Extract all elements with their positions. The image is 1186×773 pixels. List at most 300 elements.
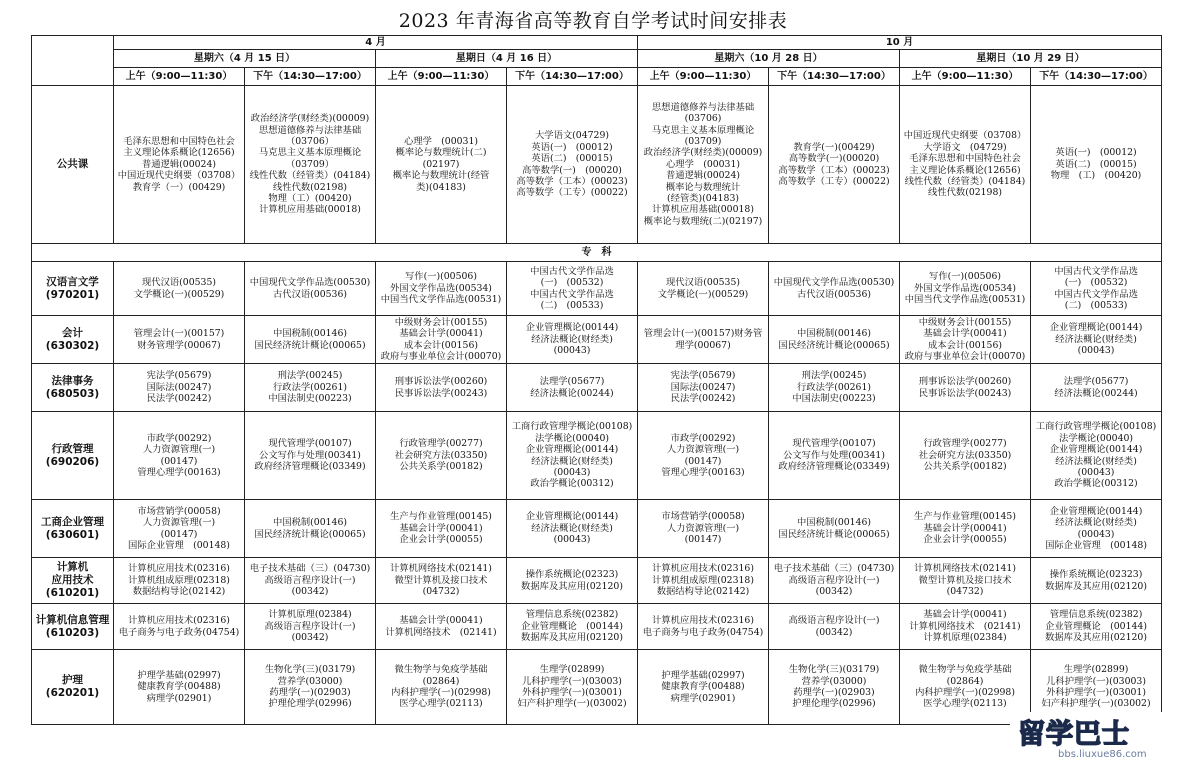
course-line: (00043) <box>1077 466 1115 478</box>
course-line: 市场营销学(00058) <box>661 511 745 523</box>
course-line: 护理学基础(02997) <box>661 669 745 681</box>
course-line: 企业会计学(00055) <box>923 534 1007 546</box>
course-line: 企业管理概论(00144) <box>1049 505 1143 517</box>
exam-cell <box>1031 262 1162 316</box>
course-line: 线性代数(02198) <box>928 187 1003 199</box>
course-line: (04732) <box>422 586 460 598</box>
course-line: 行政法学(00261) <box>797 381 872 393</box>
course-line: 人力资源管理(一) <box>142 444 216 456</box>
session-header: 上午（9:00—11:30） <box>900 68 1031 86</box>
section-label: 专 科 <box>32 244 1162 262</box>
course-line: 概率论与数理统计(经管 <box>392 170 490 182</box>
course-line: 中国当代文学作品选(00531) <box>904 294 1026 306</box>
course-line: 成本会计(00156) <box>928 339 1003 351</box>
course-line: 线性代数(02198) <box>272 181 348 193</box>
course-line: 政治经济学(财经类)(00009) <box>643 147 763 159</box>
subject-row <box>32 558 1162 604</box>
course-line: 宪法学(05679) <box>670 370 736 382</box>
course-line: 微生物学与免疫学基础 <box>918 664 1012 676</box>
exam-cell <box>638 604 769 650</box>
course-line: (680503) <box>45 387 100 400</box>
subject-row <box>32 364 1162 412</box>
exam-cell <box>900 364 1031 412</box>
course-line: 经济法概论(00244) <box>530 387 614 399</box>
course-line: 计算机组成原理(02318) <box>652 574 754 586</box>
course-line: 高等数学（工专）(00022) <box>516 187 628 199</box>
subject-row <box>32 316 1162 364</box>
course-line: 政府与事业单位会计(00070) <box>904 350 1026 362</box>
exam-cell <box>507 412 638 500</box>
course-line: 政府经济管理概论(03349) <box>778 461 890 473</box>
course-line: 数据库及其应用(02120) <box>521 632 623 644</box>
course-line: 工商企业管理 <box>41 515 104 528</box>
exam-cell <box>900 316 1031 364</box>
course-line: 市政学(00292) <box>146 432 212 444</box>
subject-row <box>32 86 1162 244</box>
exam-cell <box>376 604 507 650</box>
course-line: 国民经济统计概论(00065) <box>778 339 890 351</box>
course-line: (二) (00533) <box>540 299 604 311</box>
course-line: 计算机信息管理 <box>35 613 110 626</box>
course-line: 中国近现代史纲要（03708） <box>117 170 241 182</box>
course-line: 生物化学(三)(03179) <box>788 664 880 676</box>
course-line: (一) (00532) <box>1064 277 1128 289</box>
course-line: 刑事诉讼法学(00260) <box>918 376 1012 388</box>
course-line: 马克思主义基本原理概论 <box>258 147 362 159</box>
course-line: 古代汉语(00536) <box>272 288 348 300</box>
course-line: 妇产科护理学(一)(03002) <box>517 698 627 710</box>
course-line: 社会研究方法(03350) <box>394 449 488 461</box>
course-line: (970201) <box>45 288 100 301</box>
course-line: 操作系统概论(02323) <box>1049 569 1143 581</box>
course-line: 中级财务会计(00155) <box>918 316 1012 328</box>
course-line: 电子技术基础（三）(04730) <box>773 563 895 575</box>
course-line: 普通逻辑(00024) <box>666 170 741 182</box>
exam-cell <box>245 558 376 604</box>
course-line: 生产与作业管理(00145) <box>390 511 492 523</box>
course-line: 计算机应用技术(02316) <box>128 615 230 627</box>
course-line: 电子商务与电子政务(04754) <box>642 626 764 638</box>
exam-cell <box>638 500 769 558</box>
course-line: 英语(一) (00012) <box>531 141 613 153</box>
course-line: 国际法(00247) <box>670 381 736 393</box>
course-line: 企业管理概论 (00144) <box>521 620 623 632</box>
course-line: 计算机组成原理(02318) <box>128 574 230 586</box>
course-line: 企业会计学(00055) <box>399 534 483 546</box>
exam-cell <box>769 364 900 412</box>
course-line: 马克思主义基本原理概论 <box>651 124 755 136</box>
course-line: (00043) <box>1077 528 1115 540</box>
exam-cell <box>114 604 245 650</box>
course-line: 写作(一)(00506) <box>929 271 1001 283</box>
course-line: (经管类)(04183) <box>667 193 739 205</box>
course-line: (690206) <box>45 455 100 468</box>
course-line: 中国当代文学作品选(00531) <box>380 294 502 306</box>
watermark-url: bbs.liuxue86.com <box>1058 749 1147 760</box>
course-line: 内科护理学(一)(02998) <box>915 687 1015 698</box>
course-line: 大学语文(04729) <box>534 130 610 142</box>
course-line: 工商行政管理学概论(00108) <box>1035 421 1157 433</box>
course-line: 工商行政管理学概论(00108) <box>511 421 633 433</box>
exam-cell <box>245 604 376 650</box>
course-line: 企业管理概论 (00144) <box>1045 620 1147 632</box>
course-line: 营养学(03000) <box>277 675 343 687</box>
course-line: 普通逻辑(00024) <box>141 158 217 170</box>
course-line: 现代汉语(00535) <box>141 277 217 289</box>
course-line: 公文写作与处理(00341) <box>259 449 361 461</box>
exam-cell <box>507 500 638 558</box>
exam-cell <box>638 86 769 244</box>
course-line: 经济法概论(00244) <box>1054 387 1138 399</box>
subject-row <box>32 500 1162 558</box>
course-line: 政府与事业单位会计(00070) <box>380 350 502 362</box>
course-line: 计算机应用技术(02316) <box>652 615 754 627</box>
course-line: (02864) <box>422 675 460 687</box>
exam-cell <box>114 558 245 604</box>
exam-cell <box>114 316 245 364</box>
section-divider-row <box>32 244 1162 262</box>
exam-cell <box>376 650 507 725</box>
course-line: 基础会计学(00041) <box>399 328 483 340</box>
course-line: 主义理论体系概论(12656) <box>909 164 1021 176</box>
subject-row <box>32 262 1162 316</box>
course-line: 刑法学(00245) <box>277 370 343 382</box>
exam-cell <box>900 500 1031 558</box>
course-line: 大学语文 (04729) <box>923 141 1007 153</box>
course-line: 企业管理概论(00144) <box>525 322 619 334</box>
course-line: 操作系统概论(02323) <box>525 569 619 581</box>
course-line: 中国现代文学作品选(00530) <box>249 277 371 289</box>
course-line: 生理学(02899) <box>539 664 605 676</box>
course-line: 国民经济统计概论(00065) <box>254 339 366 351</box>
course-line: 心理学 (00031) <box>403 135 479 147</box>
exam-cell <box>376 364 507 412</box>
course-line: 企业管理概论(00144) <box>525 444 619 456</box>
course-line: 线性代数（经管类）(04184) <box>904 175 1026 187</box>
course-line: 主义理论体系概论(12656) <box>123 147 235 159</box>
course-line: 微型计算机及接口技术 <box>394 574 488 586</box>
course-line: (620201) <box>45 687 100 699</box>
course-line: (00342) <box>815 626 853 638</box>
course-line: 市政学(00292) <box>670 432 736 444</box>
course-line: 高级语言程序设计(一) <box>788 615 880 627</box>
course-line: 刑法学(00245) <box>801 370 867 382</box>
course-line: 概率论与数理统(二)(02197) <box>643 215 763 227</box>
course-line: 英语(一) (00012) <box>1055 147 1137 159</box>
subject-name-cell <box>32 604 114 650</box>
course-line: 国际企业管理 (00148) <box>1045 539 1147 551</box>
course-line: 英语(二) (00015) <box>1055 158 1137 170</box>
course-line: 教育学（一）(00429) <box>132 181 226 193</box>
course-line: 数据结构导论(02142) <box>132 586 226 598</box>
subject-name-cell <box>32 412 114 500</box>
course-line: 政治经济学(财经类)(00009) <box>250 113 370 125</box>
course-line: 概率论与数理统计 <box>665 181 741 193</box>
course-line: 中国税制(00146) <box>797 328 872 340</box>
course-line: 思想道德修养与法律基础 <box>651 101 755 113</box>
course-line: 高级语言程序设计(一) <box>264 620 356 632</box>
subject-name-cell <box>32 558 114 604</box>
course-line: 行政管理 <box>51 442 94 455</box>
course-line: 外国文学作品选(00534) <box>914 282 1016 294</box>
course-line: 电子商务与电子政务(04754) <box>118 626 240 638</box>
course-line: 医学心理学(02113) <box>399 698 483 710</box>
exam-cell <box>376 558 507 604</box>
course-line: (00342) <box>291 632 329 644</box>
exam-cell <box>376 86 507 244</box>
course-line: (04732) <box>946 586 984 598</box>
exam-cell <box>507 86 638 244</box>
course-line: 基础会计学(00041) <box>399 522 483 534</box>
course-line: 外科护理学(一)(03001) <box>522 687 622 698</box>
exam-cell <box>245 412 376 500</box>
course-line: 成本会计(00156) <box>403 339 479 351</box>
course-line: 线性代数（经管类）(04184) <box>249 170 371 182</box>
course-line: 妇产科护理学(一)(03002) <box>1041 698 1151 710</box>
course-line: 微型计算机及接口技术 <box>918 574 1012 586</box>
course-line: 计算机应用技术(02316) <box>652 563 754 575</box>
session-header: 下午（14:30—17:00） <box>769 68 900 86</box>
course-line: 管理会计(一)(00157)财务管 <box>643 328 763 340</box>
course-line: 汉语言文学 <box>46 275 99 288</box>
exam-cell <box>507 558 638 604</box>
exam-cell <box>114 86 245 244</box>
course-line: 中国法制史(00223) <box>792 393 876 405</box>
course-line: 计算机原理(02384) <box>923 632 1007 644</box>
subject-name-cell <box>32 86 114 244</box>
exam-cell <box>769 412 900 500</box>
course-line: 计算机应用基础(00018) <box>652 204 754 216</box>
day-header: 星期日（10 月 29 日） <box>900 50 1162 68</box>
course-line: 法理学(05677) <box>539 376 605 388</box>
course-line: 财务管理学(00067) <box>137 339 221 351</box>
course-line: 物理 (工) (00420) <box>1050 170 1142 182</box>
course-line: 经济法概论(财经类) <box>531 522 613 534</box>
course-line: 市场营销学(00058) <box>137 505 221 517</box>
course-line: 中国税制(00146) <box>272 328 348 340</box>
exam-cell <box>769 500 900 558</box>
course-line: 护理伦理学(02996) <box>792 698 876 710</box>
session-header: 上午（9:00—11:30） <box>638 68 769 86</box>
course-line: 中国近现代史纲要（03708） <box>903 130 1027 142</box>
course-line: 微生物学与免疫学基础 <box>394 664 488 676</box>
course-line: 宪法学(05679) <box>146 370 212 382</box>
course-line: 公文写作与处理(00341) <box>783 449 885 461</box>
course-line: 政府经济管理概论(03349) <box>254 461 366 473</box>
course-line: 英语(二) (00015) <box>531 153 613 165</box>
course-line: 民法学(00242) <box>670 393 736 405</box>
day-header: 星期六（4 月 15 日） <box>114 50 376 68</box>
exam-schedule-table <box>31 35 1162 725</box>
exam-cell <box>900 558 1031 604</box>
course-line: 法理学(05677) <box>1063 376 1129 388</box>
exam-cell <box>1031 86 1162 244</box>
course-line: 计算机网络技术(02141) <box>914 563 1016 575</box>
exam-cell <box>245 650 376 725</box>
course-line: （03709） <box>285 158 335 170</box>
course-line: 高等数学(一)(00020) <box>788 153 880 165</box>
course-line: 公共关系学(00182) <box>923 461 1007 473</box>
course-line: 民事诉讼法学(00243) <box>918 387 1012 399</box>
course-line: 公共课 <box>56 158 89 170</box>
exam-cell <box>507 364 638 412</box>
course-line: 基础会计学(00041) <box>923 328 1007 340</box>
course-line: 高等数学(一) (00020) <box>522 164 622 176</box>
course-line: 病理学(02901) <box>670 692 736 704</box>
course-line: 儿科护理学(一)(03003) <box>1046 675 1146 687</box>
course-line: 健康教育学(00488) <box>137 681 221 693</box>
course-line: 民事诉讼法学(00243) <box>394 387 488 399</box>
course-line: 经济法概论(财经类) <box>1055 455 1137 467</box>
exam-cell <box>114 500 245 558</box>
exam-cell <box>376 316 507 364</box>
course-line: 物理（工）(00420) <box>268 193 352 205</box>
course-line: 中国古代文学作品选 <box>530 288 614 300</box>
course-line: 儿科护理学(一)(03003) <box>522 675 622 687</box>
exam-cell <box>900 604 1031 650</box>
course-line: 中国古代文学作品选 <box>1054 265 1138 277</box>
course-line: 健康教育学(00488) <box>661 681 745 693</box>
month-header: 10 月 <box>638 36 1162 50</box>
course-line: 毛泽东思想和中国特色社会 <box>909 153 1021 165</box>
exam-cell <box>769 86 900 244</box>
course-line: 中国税制(00146) <box>272 517 348 529</box>
exam-cell <box>245 364 376 412</box>
page-title: 2023 年青海省高等教育自学考试时间安排表 <box>398 10 788 32</box>
course-line: (00043) <box>553 534 591 546</box>
exam-cell <box>769 604 900 650</box>
subject-name-cell <box>32 650 114 725</box>
course-line: 外科护理学(一)(03001) <box>1046 687 1146 698</box>
exam-cell <box>638 650 769 725</box>
course-line: 古代汉语(00536) <box>797 288 872 300</box>
course-line: 计算机网络技术 (02141) <box>385 626 497 638</box>
session-header: 下午（14:30—17:00） <box>1031 68 1162 86</box>
course-line: 内科护理学(一)(02998) <box>391 687 491 698</box>
course-line: 国民经济统计概论(00065) <box>778 528 890 540</box>
course-line: 计算机 <box>56 561 89 573</box>
day-header: 星期日（4 月 16 日） <box>376 50 638 68</box>
day-header: 星期六（10 月 28 日） <box>638 50 900 68</box>
course-line: 企业管理概论(00144) <box>1049 322 1143 334</box>
course-line: 计算机应用基础(00018) <box>259 204 361 216</box>
course-line: 数据库及其应用(02120) <box>1045 632 1147 644</box>
watermark-logo: 留学巴士 <box>1018 719 1130 750</box>
exam-cell <box>245 500 376 558</box>
exam-cell <box>1031 558 1162 604</box>
course-line: 企业管理概论(00144) <box>525 511 619 523</box>
course-line: 法学概论(00040) <box>534 432 610 444</box>
course-line: 中国法制史(00223) <box>268 393 352 405</box>
exam-cell <box>114 364 245 412</box>
course-line: 中国古代文学作品选 <box>1054 288 1138 300</box>
course-line: 国际企业管理 (00148) <box>128 539 230 551</box>
exam-cell <box>638 262 769 316</box>
course-line: (03706) <box>684 113 722 125</box>
course-line: 政治学概论(00312) <box>530 478 614 490</box>
exam-cell <box>769 316 900 364</box>
exam-cell <box>900 262 1031 316</box>
course-line: 公共关系学(00182) <box>399 461 483 473</box>
course-line: 刑事诉讼法学(00260) <box>394 376 488 388</box>
course-line: 民法学(00242) <box>146 393 212 405</box>
course-line: 概率论与数理统计(二) <box>395 147 487 159</box>
course-line: 基础会计学(00041) <box>923 522 1007 534</box>
exam-cell <box>1031 364 1162 412</box>
course-line: 会计 <box>62 326 83 339</box>
exam-cell <box>1031 412 1162 500</box>
exam-cell <box>1031 604 1162 650</box>
course-line: 心理学 (00031) <box>666 158 741 170</box>
schedule-body <box>32 86 1162 725</box>
subject-name-cell <box>32 316 114 364</box>
course-line: (03709) <box>684 135 722 147</box>
course-line: 营养学(03000) <box>801 675 867 687</box>
course-line: 行政管理学(00277) <box>923 438 1007 450</box>
session-header: 上午（9:00—11:30） <box>376 68 507 86</box>
course-line: 管理会计(一)(00157) <box>133 328 225 340</box>
course-line: 高等数学（工本）(00023) <box>778 164 890 176</box>
course-line: 基础会计学(00041) <box>923 609 1007 621</box>
course-line: (00147) <box>684 455 722 467</box>
course-line: 法学概论(00040) <box>1059 432 1134 444</box>
exam-cell <box>114 262 245 316</box>
course-line: 电子技术基础（三）(04730) <box>249 563 371 575</box>
course-line: 管理信息系统(02382) <box>1049 609 1143 621</box>
course-line: 理学(00067) <box>675 339 731 351</box>
course-line: 数据库及其应用(02120) <box>1045 580 1147 592</box>
course-line: (610201) <box>45 587 100 599</box>
course-line: 高等数学（工专）(00022) <box>778 175 890 187</box>
course-line: 数据库及其应用(02120) <box>521 580 623 592</box>
exam-cell <box>376 412 507 500</box>
watermark <box>1010 712 1176 770</box>
course-line: 企业管理概论(00144) <box>1049 444 1143 456</box>
course-line: 中国税制(00146) <box>797 517 872 529</box>
exam-cell <box>1031 316 1162 364</box>
course-line: 思想道德修养与法律基础 <box>258 124 362 136</box>
course-line: 基础会计学(00041) <box>399 615 483 627</box>
subject-name-cell <box>32 500 114 558</box>
course-line: (610203) <box>45 626 100 639</box>
exam-cell <box>638 558 769 604</box>
course-line: 应用技术 <box>51 574 94 586</box>
session-header: 上午（9:00—11:30） <box>114 68 245 86</box>
subject-name-cell <box>32 364 114 412</box>
exam-cell <box>376 500 507 558</box>
exam-cell <box>245 262 376 316</box>
exam-cell <box>114 650 245 725</box>
course-line: 中国古代文学作品选 <box>530 265 614 277</box>
course-line: 国际法(00247) <box>146 381 212 393</box>
exam-cell <box>638 316 769 364</box>
course-line: 生理学(02899) <box>1063 664 1129 676</box>
course-line: 行政管理学(00277) <box>399 438 483 450</box>
exam-cell <box>245 316 376 364</box>
course-line: (00147) <box>160 528 198 540</box>
exam-cell <box>507 262 638 316</box>
course-line: (630601) <box>45 528 100 541</box>
subject-row <box>32 650 1162 725</box>
course-line: 计算机网络技术 (02141) <box>909 620 1021 632</box>
session-header: 下午（14:30—17:00） <box>245 68 376 86</box>
course-line: 经济法概论(财经类) <box>531 333 613 345</box>
course-line: 计算机应用技术(02316) <box>128 563 230 575</box>
course-line: 药理学(一)(02903) <box>793 687 875 698</box>
exam-cell <box>769 262 900 316</box>
course-line: (00147) <box>684 534 722 546</box>
exam-cell <box>507 650 638 725</box>
